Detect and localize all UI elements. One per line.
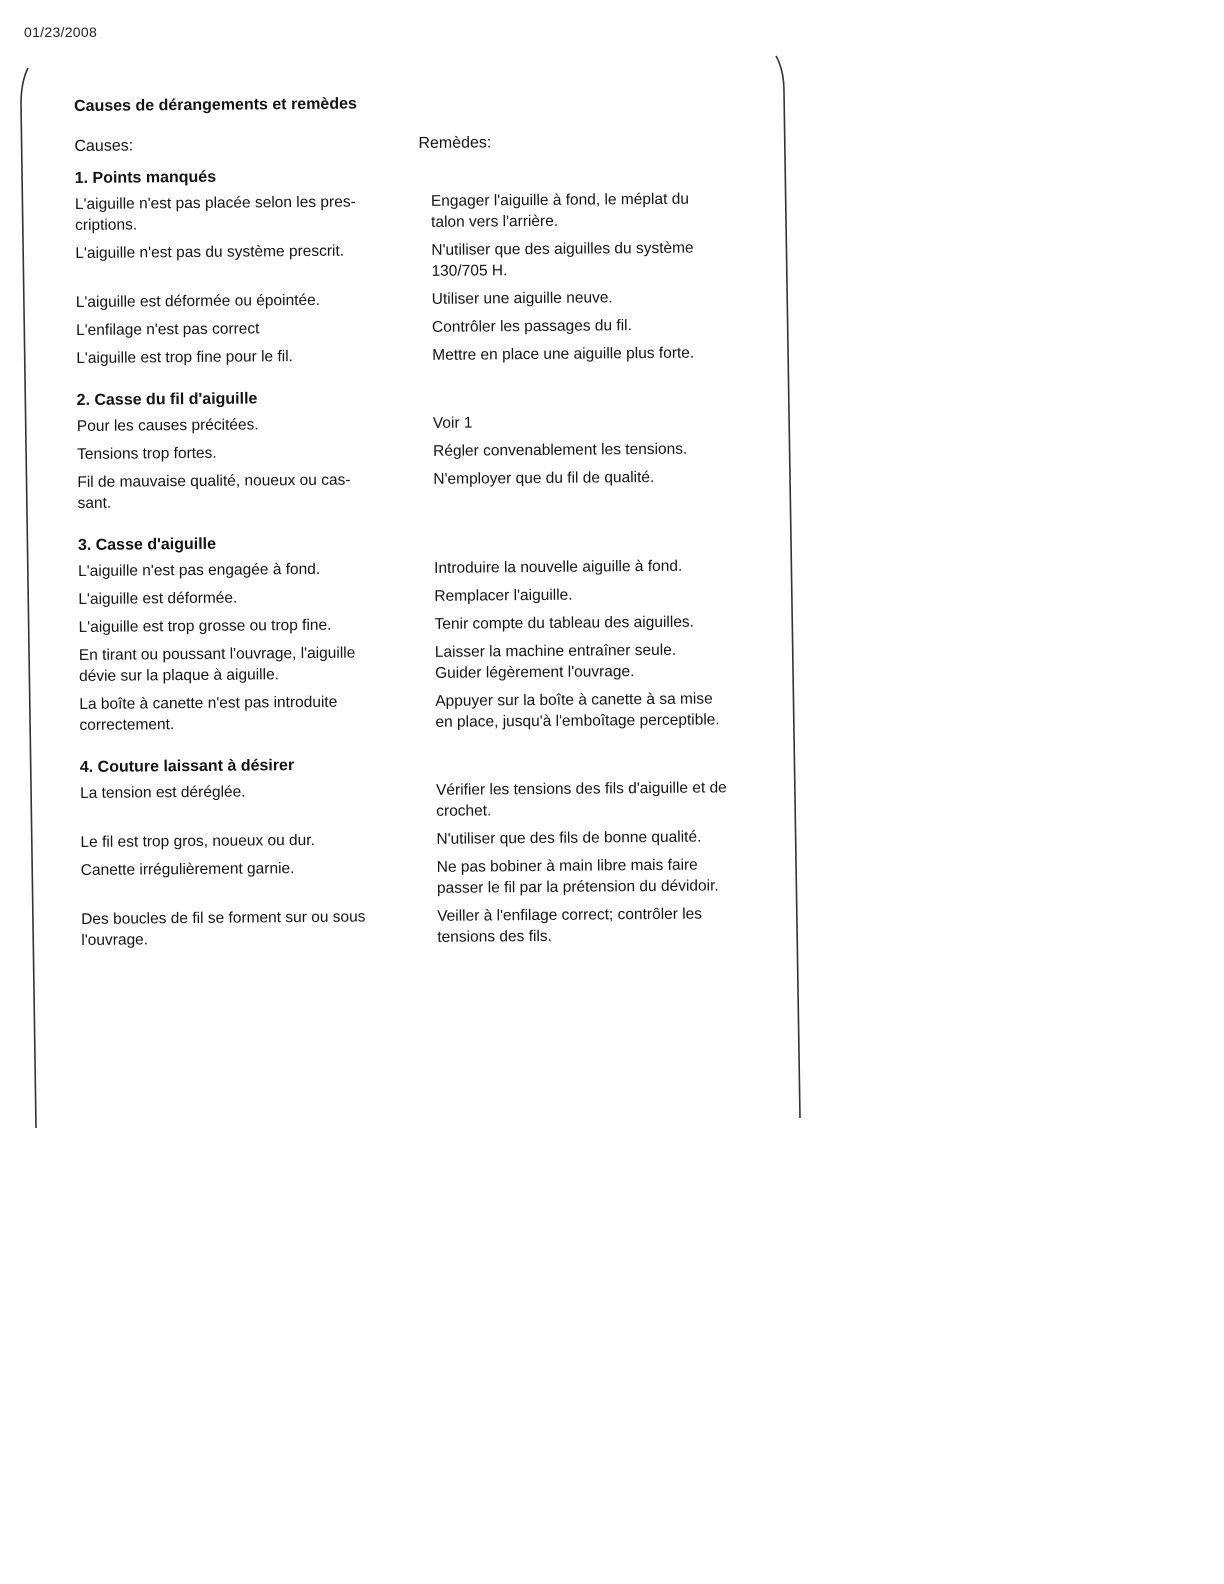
- section-title: 1. Points manqués: [74, 168, 217, 187]
- causes-column-header: Causes:: [74, 137, 134, 155]
- cause-remedy-row: [81, 854, 781, 902]
- cause-text: La tension est déréglée.: [79, 783, 246, 802]
- cause-remedy-row: [76, 286, 776, 313]
- remedy-text: N'utiliser que des fils de bonne qualité.: [436, 828, 702, 848]
- cause-remedy-row: [75, 188, 775, 236]
- section: [77, 386, 778, 537]
- cause-text: L'aiguille n'est pas engagée à fond.: [78, 560, 321, 580]
- section-title: 2. Casse du fil d'aiguille: [76, 390, 258, 409]
- section: [80, 753, 782, 951]
- cause-text: L'aiguille est déformée ou épointée.: [75, 291, 321, 311]
- remedy-text: Remplacer l'aiguille.: [434, 586, 573, 605]
- cause-text: Fil de mauvaise qualité, noueux ou cas- sant.: [77, 471, 351, 512]
- remedy-text: Voir 1: [432, 414, 473, 432]
- cause-remedy-row: [81, 903, 781, 951]
- cause-text: Le fil est trop gros, noueux ou dur.: [80, 831, 315, 851]
- cause-remedy-row: [75, 237, 775, 285]
- remedy-text: Régler convenablement les tensions.: [433, 440, 688, 460]
- cause-remedy-row: [77, 466, 777, 514]
- scan-date: 01/23/2008: [24, 24, 98, 40]
- cause-text: La boîte à canette n'est pas introduite correctement.: [79, 693, 338, 734]
- cause-text: Tensions trop fortes.: [77, 444, 217, 463]
- cause-text: L'enfilage n'est pas correct: [75, 320, 260, 339]
- section-title: 4. Couture laissant à désirer: [79, 757, 295, 776]
- section: [75, 164, 777, 392]
- section: [78, 531, 780, 759]
- sections-container: [75, 164, 782, 951]
- cause-remedy-row: [76, 342, 776, 369]
- cause-remedy-row: [79, 611, 779, 638]
- left-bracket-line: [21, 68, 36, 1128]
- remedies-column-header: Remèdes:: [418, 134, 492, 152]
- remedy-text: Contrôler les passages du fil.: [431, 317, 632, 336]
- cause-text: Canette irrégulièrement garnie.: [80, 860, 295, 879]
- remedy-text: Utiliser une aiguille neuve.: [431, 289, 613, 308]
- troubleshooting-page: [74, 92, 781, 958]
- cause-text: L'aiguille est déformée.: [78, 589, 238, 608]
- cause-remedy-row: [80, 777, 780, 825]
- cause-text: Pour les causes précitées.: [76, 416, 259, 435]
- cause-text: L'aiguille n'est pas du système prescrit.: [75, 242, 345, 262]
- remedy-text: Veiller à l'enfilage correct; contrôler les tensions des fils.: [437, 905, 703, 946]
- remedy-text: N'employer que du fil de qualité.: [433, 468, 655, 488]
- remedy-text: Ne pas bobiner à main libre mais faire passer le fil par la prétension du dévidoir.: [436, 856, 719, 897]
- remedy-text: Introduire la nouvelle aiguille à fond.: [434, 557, 683, 577]
- cause-text: L'aiguille n'est pas placée selon les pres- criptions.: [74, 193, 356, 234]
- remedy-text: Engager l'aiguille à fond, le méplat du talon vers l'arrière.: [430, 190, 690, 231]
- remedy-text: Laisser la machine entraîner seule. Guider légèrement l'ouvrage.: [434, 641, 677, 682]
- remedy-text: Vérifier les tensions des fils d'aiguille et de crochet.: [435, 779, 727, 820]
- cause-text: L'aiguille est trop grosse ou trop fine.: [78, 616, 332, 636]
- cause-remedy-row: [78, 555, 778, 582]
- cause-text: Des boucles de fil se forment sur ou sous l'ouvrage.: [81, 908, 366, 949]
- remedy-text: Mettre en place une aiguille plus forte.: [432, 344, 695, 364]
- cause-remedy-row: [77, 438, 777, 465]
- cause-remedy-row: [79, 639, 779, 687]
- remedy-text: Tenir compte du tableau des aiguilles.: [434, 613, 695, 633]
- remedy-text: N'utiliser que des aiguilles du système 130/705 H.: [431, 239, 694, 280]
- cause-remedy-row: [79, 688, 779, 736]
- cause-remedy-row: [78, 583, 778, 610]
- cause-text: En tirant ou poussant l'ouvrage, l'aiguille dévie sur la plaque à aiguille.: [78, 644, 356, 685]
- cause-remedy-row: [80, 826, 780, 853]
- cause-remedy-row: [76, 314, 776, 341]
- cause-remedy-row: [77, 410, 777, 437]
- remedy-text: Appuyer sur la boîte à canette à sa mise en place, jusqu'à l'emboîtage perceptible.: [435, 690, 720, 731]
- section-title: 3. Casse d'aiguille: [77, 535, 217, 554]
- document-title: Causes de dérangements et remèdes: [74, 95, 357, 115]
- cause-text: L'aiguille est trop fine pour le fil.: [76, 348, 293, 367]
